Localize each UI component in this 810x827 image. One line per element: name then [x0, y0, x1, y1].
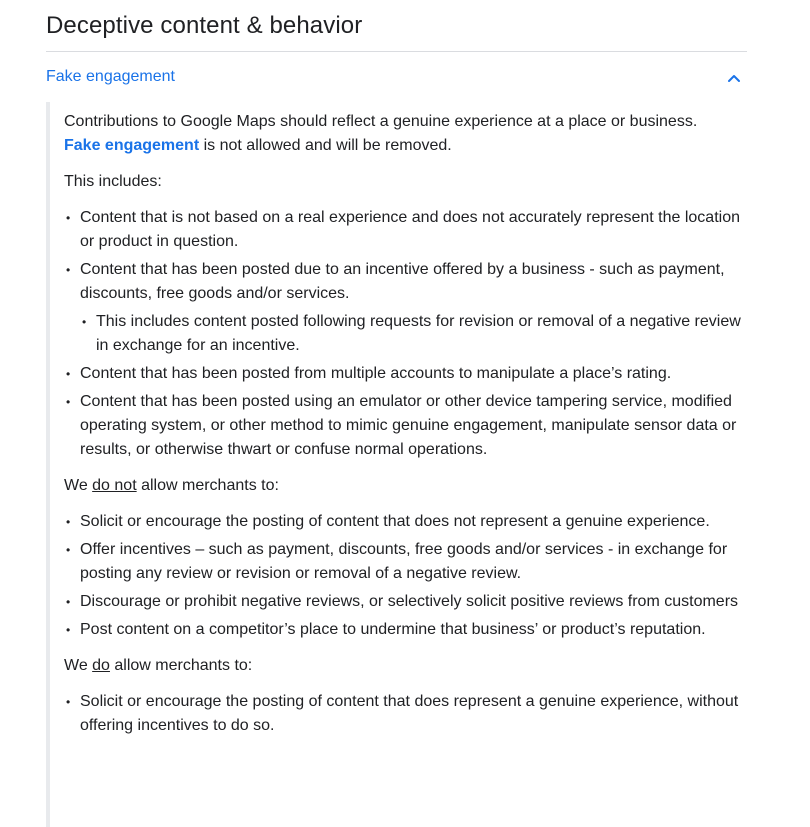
intro-text: Contributions to Google Maps should reflect a genuine experience at a place or business. [64, 113, 698, 130]
allow-suffix: allow merchants to: [109, 657, 253, 674]
not-allow-list [64, 510, 746, 642]
accordion-header-fake-engagement[interactable] [46, 66, 746, 90]
intro-suffix: is not allowed and will be removed. [199, 137, 452, 154]
list-item: • Content that is not based on a real experience and does not accurately represent the location or product in question. [64, 206, 746, 254]
chevron-up-icon[interactable] [726, 70, 742, 86]
section-title: Deceptive content & behavior [46, 12, 363, 39]
accordion-panel [46, 102, 746, 827]
allow-prefix: We [64, 657, 93, 674]
not-allow-suffix: allow merchants to: [136, 477, 279, 494]
nested-list [80, 310, 746, 358]
allow-emphasis: do [92, 657, 110, 674]
list-item: • Content that has been posted using an emulator or other device tampering service, modified operating system, or other method to mimic genuine engagement, manipulate sensor data or results, or otherwise thwart or confuse normal operations. [64, 390, 746, 462]
includes-list [64, 206, 746, 462]
nested-list-item: • This includes content posted following requests for revision or removal of a negative review in exchange for an incentive. [80, 310, 746, 358]
list-item [64, 258, 746, 358]
list-item: • Content that has been posted from multiple accounts to manipulate a place’s rating. [64, 362, 746, 386]
not-allow-prefix: We [64, 477, 93, 494]
accordion-title[interactable]: Fake engagement [46, 68, 175, 85]
includes-heading: This includes: [64, 173, 162, 190]
allow-list [64, 690, 746, 738]
fake-engagement-link[interactable]: Fake engagement [64, 137, 200, 154]
not-allow-heading [64, 474, 746, 498]
list-item: • Post content on a competitor’s place to undermine that business’ or product’s reputation. [64, 618, 746, 642]
not-allow-emphasis: do not [92, 477, 137, 494]
list-item: • Solicit or encourage the posting of content that does not represent a genuine experience. [64, 510, 746, 534]
list-item: • Discourage or prohibit negative reviews, or selectively solicit positive reviews from customers [64, 590, 746, 614]
section-divider [46, 51, 747, 52]
intro-paragraph [64, 110, 746, 158]
list-item: • Solicit or encourage the posting of content that does represent a genuine experience, without offering incentives to do so. [64, 690, 746, 738]
list-item: • Offer incentives – such as payment, discounts, free goods and/or services - in exchange for posting any review or revision or removal of a negative review. [64, 538, 746, 586]
list-item-text: Content that has been posted due to an incentive offered by a business - such as payment, discounts, free goods and/or services. [80, 261, 725, 302]
allow-heading [64, 654, 746, 678]
